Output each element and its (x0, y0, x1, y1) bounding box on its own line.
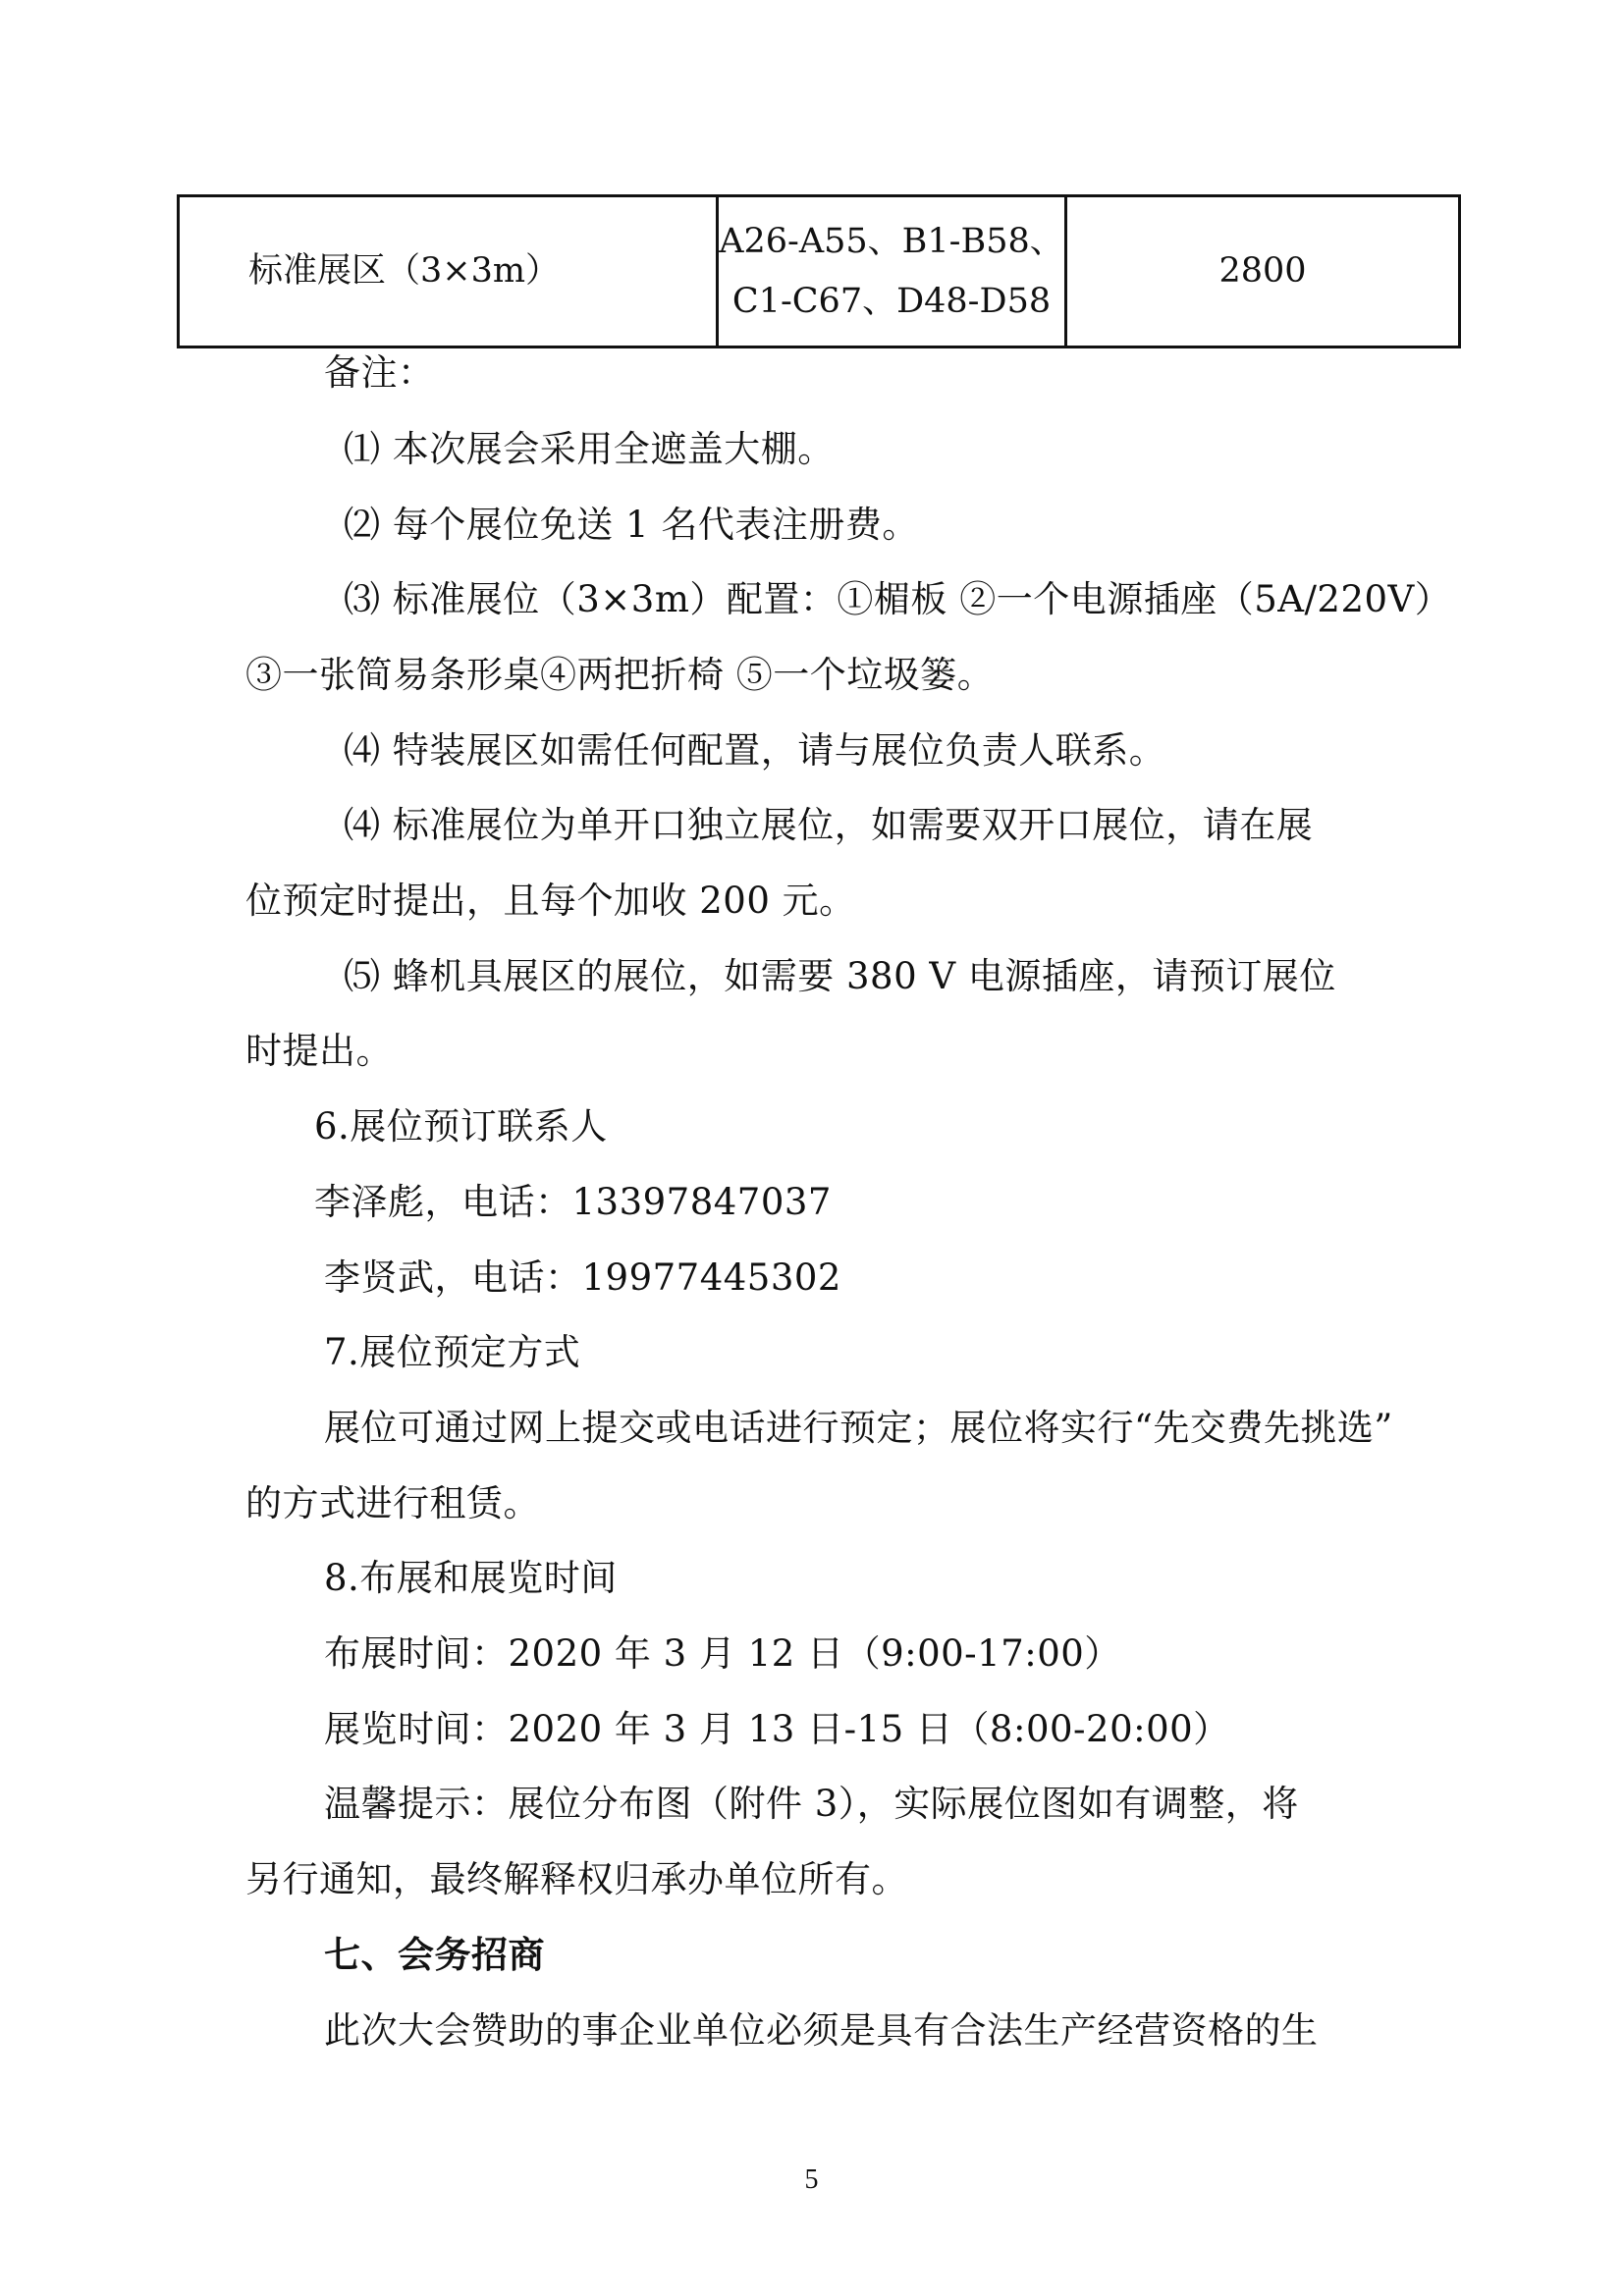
note-3-line-1: ⑶ 标准展位（3×3m）配置：①楣板 ②一个电源插座（5A/220V） (344, 578, 1452, 620)
section-7-paragraph: 此次大会赞助的事企业单位必须是具有合法生产经营资格的生 (324, 2009, 1319, 2052)
contact-1: 李泽彪，电话：13397847037 (314, 1181, 832, 1223)
note-4: ⑷ 特装展区如需任何配置，请与展位负责人联系。 (344, 729, 1166, 772)
booth-type-cell: 标准展区（3×3m） (179, 196, 718, 347)
booth-price-cell: 2800 (1066, 196, 1460, 347)
page-number: 5 (804, 2164, 819, 2195)
booking-heading: 7.展位预定方式 (324, 1331, 581, 1373)
booth-range-line-2: C1-C67、D48-D58 (731, 281, 1052, 321)
booking-paragraph-line-1: 展位可通过网上提交或电话进行预定；展位将实行“先交费先挑选” (324, 1407, 1393, 1449)
contacts-heading: 6.展位预订联系人 (314, 1105, 608, 1148)
contact-2: 李贤武，电话：19977445302 (324, 1256, 841, 1299)
note-3-line-2: ③一张简易条形桌④两把折椅 ⑤一个垃圾篓。 (245, 654, 995, 696)
note-2: ⑵ 每个展位免送 1 名代表注册费。 (344, 504, 919, 546)
note-6-line-2: 时提出。 (245, 1030, 393, 1072)
note-5-line-1: ⑷ 标准展位为单开口独立展位，如需要双开口展位，请在展 (344, 804, 1314, 846)
note-5-line-2: 位预定时提出，且每个加收 200 元。 (245, 880, 856, 922)
tip-line-1: 温馨提示：展位分布图（附件 3），实际展位图如有调整，将 (324, 1783, 1299, 1825)
note-1: ⑴ 本次展会采用全遮盖大棚。 (344, 428, 835, 470)
tip-line-2: 另行通知，最终解释权归承办单位所有。 (245, 1858, 908, 1900)
table-row (179, 196, 1460, 347)
booking-paragraph-line-2: 的方式进行租赁。 (245, 1482, 540, 1524)
booth-price-table (177, 194, 1461, 348)
exhibit-time: 展览时间：2020 年 3 月 13 日-15 日（8:00-20:00） (324, 1708, 1230, 1750)
booth-range-line-1: A26-A55、B1-B58、 (719, 222, 1064, 262)
booth-range-cell (718, 196, 1066, 347)
schedule-heading: 8.布展和展览时间 (324, 1557, 618, 1599)
note-6-line-1: ⑸ 蜂机具展区的展位，如需要 380 V 电源插座，请预订展位 (344, 955, 1336, 997)
section-7-heading: 七、会务招商 (324, 1934, 545, 1976)
setup-time: 布展时间：2020 年 3 月 12 日（9:00-17:00） (324, 1632, 1121, 1675)
notes-label: 备注： (324, 351, 435, 394)
